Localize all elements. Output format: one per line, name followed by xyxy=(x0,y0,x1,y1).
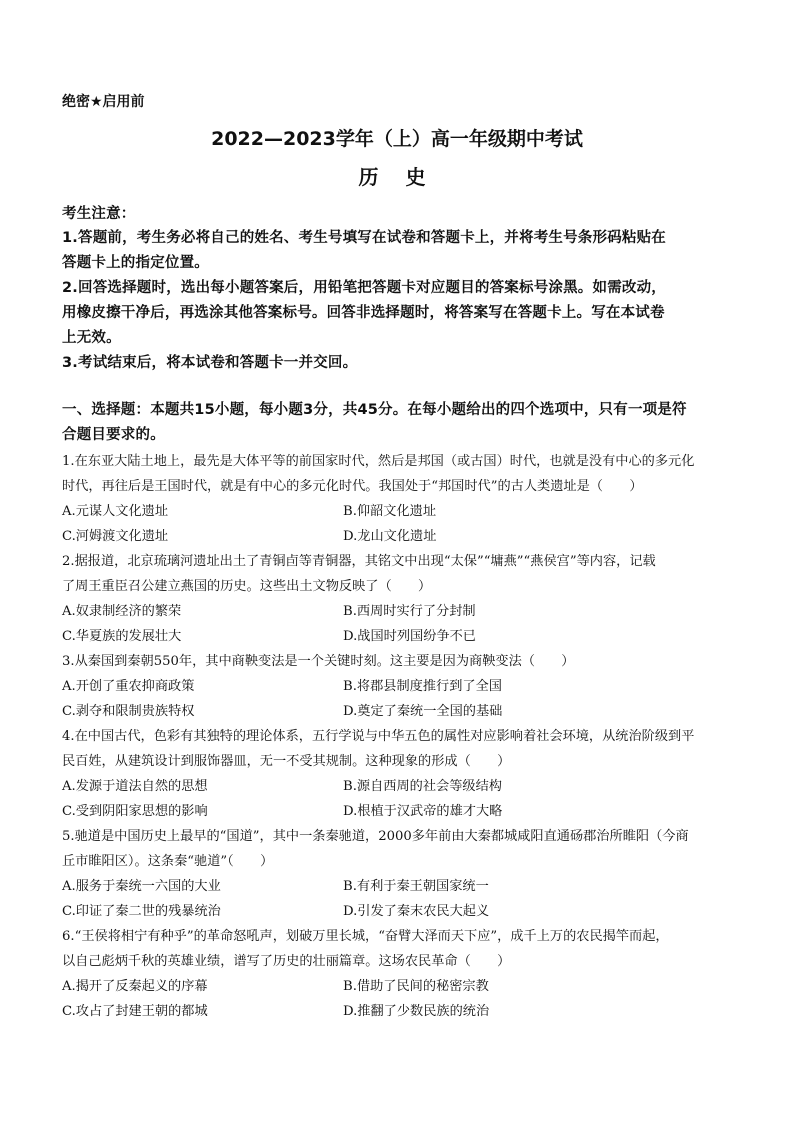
option-d: D.引发了秦末农民大起义 xyxy=(343,904,490,919)
question-stem: 民百姓，从建筑设计到服饰器皿，无一不受其规制。这种现象的形成（ ） xyxy=(62,754,511,769)
notice-line: 2.回答选择题时，选出每小题答案后，用铅笔把答题卡对应题目的答案标号涂黑。如需改动， xyxy=(62,280,666,296)
question-stem: 以自己彪炳千秋的英雄业绩，谱写了历史的壮丽篇章。这场农民革命（ ） xyxy=(62,954,511,969)
question-stem: 2.据报道，北京琉璃河遗址出土了青铜卣等青铜器，其铭文中出现“太保”“墉燕”“燕侯宫”等内容，记载 xyxy=(62,554,656,569)
option-a: A.开创了重农抑商政策 xyxy=(62,679,195,694)
option-b: B.源自西周的社会等级结构 xyxy=(343,779,502,794)
notice-heading: 考生注意： xyxy=(62,206,136,222)
option-a: A.元谋人文化遗址 xyxy=(62,504,169,519)
option-b: B.有利于秦王朝国家统一 xyxy=(343,879,489,894)
question-stem: 5.驰道是中国历史上最早的“国道”，其中一条秦驰道，2000多年前由大秦都城咸阳直通砀郡治所睢阳（今商 xyxy=(62,829,689,844)
question-stem: 丘市睢阳区）。这条秦“驰道”（ ） xyxy=(62,854,274,869)
option-b: B.仰韶文化遗址 xyxy=(343,504,437,519)
option-a: A.揭开了反秦起义的序幕 xyxy=(62,979,208,994)
option-b: B.西周时实行了分封制 xyxy=(343,604,476,619)
option-d: D.龙山文化遗址 xyxy=(343,529,437,544)
option-c: C.攻占了封建王朝的都城 xyxy=(62,1004,208,1019)
notice-line: 3.考试结束后，将本试卷和答题卡一并交回。 xyxy=(62,355,358,371)
notice-line: 答题卡上的指定位置。 xyxy=(62,255,209,271)
option-d: D.推翻了少数民族的统治 xyxy=(343,1004,490,1019)
option-d: D.战国时列国纷争不已 xyxy=(343,629,476,644)
notice-line: 上无效。 xyxy=(62,330,121,346)
option-d: D.根植于汉武帝的雄才大略 xyxy=(343,804,503,819)
option-a: A.奴隶制经济的繁荣 xyxy=(62,604,182,619)
notice-line: 用橡皮擦干净后，再选涂其他答案标号。回答非选择题时，将答案写在答题卡上。写在本试卷 xyxy=(62,305,665,321)
question-stem: 1.在东亚大陆土地上，最先是大体平等的前国家时代，然后是邦国（或古国）时代，也就是没有中心的多元化 xyxy=(62,454,695,469)
subject-title: 历 史 xyxy=(358,165,436,189)
option-c: C.受到阴阳家思想的影响 xyxy=(62,804,208,819)
option-c: C.剥夺和限制贵族特权 xyxy=(62,704,195,719)
question-stem: 6.“王侯将相宁有种乎”的革命怒吼声，划破万里长城，“奋臂大泽而天下应”，成千上万的农民揭竿而起， xyxy=(62,929,669,944)
option-d: D.奠定了秦统一全国的基础 xyxy=(343,704,503,719)
option-b: B.借助了民间的秘密宗教 xyxy=(343,979,489,994)
option-a: A.发源于道法自然的思想 xyxy=(62,779,208,794)
notice-line: 1.答题前，考生务必将自己的姓名、考生号填写在试卷和答题卡上，并将考生号条形码粘贴在 xyxy=(62,230,666,246)
question-stem: 3.从秦国到秦朝550年，其中商鞅变法是一个关键时刻。这主要是因为商鞅变法（ ） xyxy=(62,654,575,669)
option-a: A.服务于秦统一六国的大业 xyxy=(62,879,221,894)
section-heading: 合题目要求的。 xyxy=(62,427,165,443)
confidential-mark: 绝密★启用前 xyxy=(62,94,145,110)
question-stem: 4.在中国古代，色彩有其独特的理论体系，五行学说与中华五色的属性对应影响着社会环境，从统治阶级到平 xyxy=(62,729,695,744)
section-heading: 一、选择题：本题共15小题，每小题3分，共45分。在每小题给出的四个选项中，只有一项是符 xyxy=(62,402,687,418)
option-c: C.印证了秦二世的残暴统治 xyxy=(62,904,221,919)
question-stem: 时代，再往后是王国时代，就是有中心的多元化时代。我国处于“邦国时代”的古人类遗址是（ ） xyxy=(62,479,643,494)
question-stem: 了周王重臣召公建立燕国的历史。这些出土文物反映了（ ） xyxy=(62,579,432,594)
option-c: C.河姆渡文化遗址 xyxy=(62,529,169,544)
option-b: B.将郡县制度推行到了全国 xyxy=(343,679,502,694)
exam-title: 2022—2023学年（上）高一年级期中考试 xyxy=(211,128,583,150)
option-c: C.华夏族的发展壮大 xyxy=(62,629,182,644)
